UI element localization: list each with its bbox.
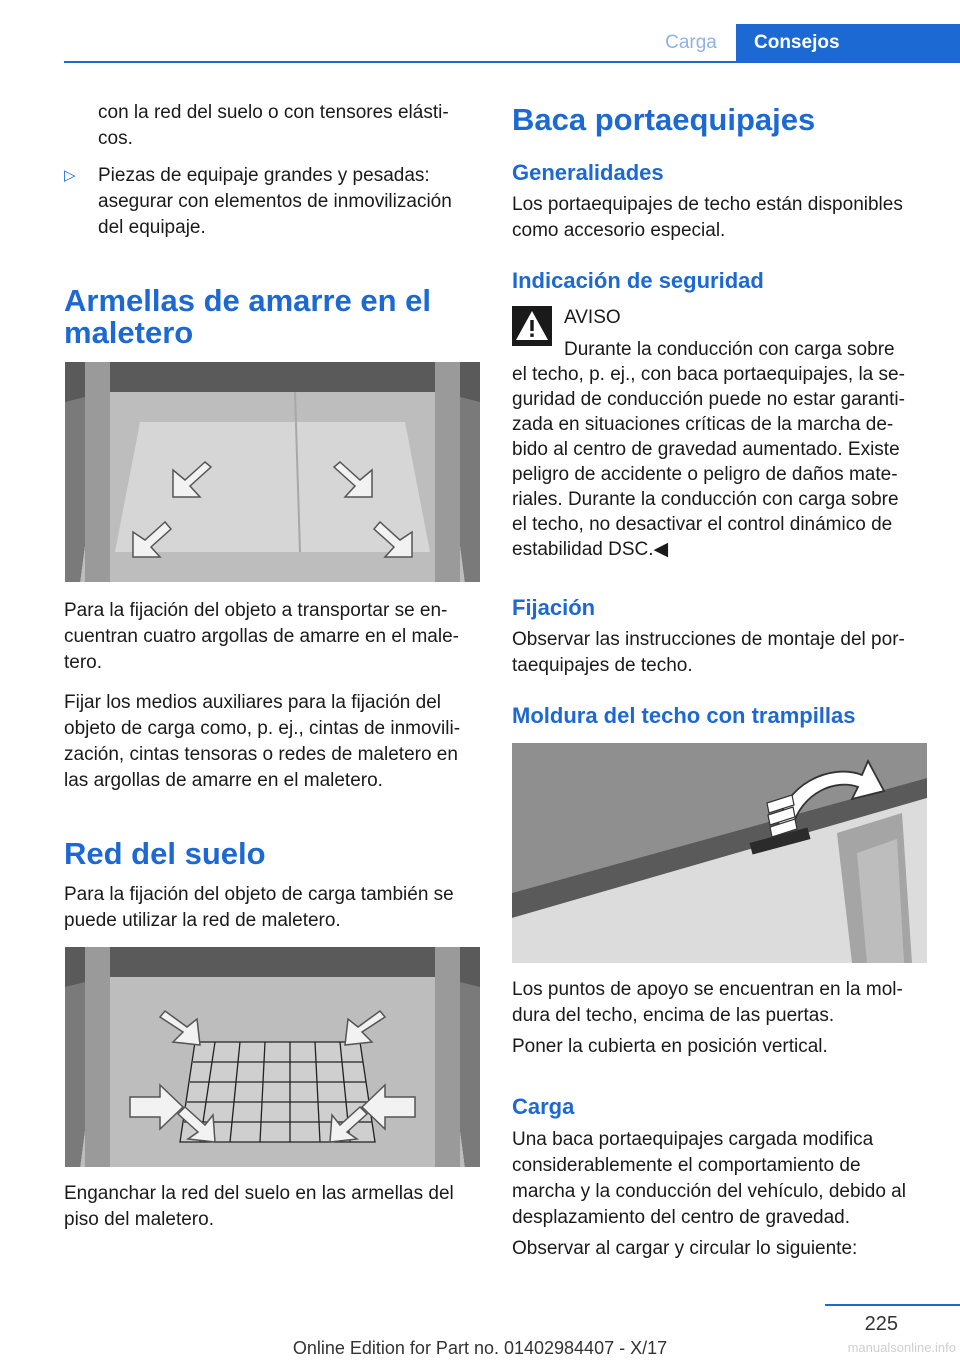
figure-roof-molding bbox=[512, 743, 927, 963]
page-number: 225 bbox=[864, 1313, 898, 1335]
bullet-line-3: del equipaje. bbox=[98, 217, 206, 238]
footer-rule bbox=[825, 1304, 960, 1306]
bullet-line-1: Piezas de equipaje grandes y pesadas: bbox=[98, 165, 430, 186]
edition-note: Online Edition for Part no. 01402984407 - X/17 bbox=[292, 1338, 668, 1358]
carga-p1-line-1: Una baca portaequipajes cargada modifica bbox=[512, 1129, 874, 1150]
triangle-right-icon: ▷ bbox=[64, 167, 76, 184]
figure-trunk-tie-downs bbox=[65, 362, 480, 582]
carga-p1-line-4: desplazamiento del centro de gravedad. bbox=[512, 1207, 851, 1228]
heading-baca: Baca portaequipajes bbox=[512, 102, 816, 137]
carga-p2: Observar al cargar y circular lo siguiente: bbox=[512, 1238, 858, 1259]
moldura-p2: Poner la cubierta en posición vertical. bbox=[512, 1036, 828, 1057]
header-section-label: Carga bbox=[665, 32, 717, 53]
heading-armellas-line-2: maletero bbox=[64, 315, 194, 350]
armellas-p2-line-2: objeto de carga como, p. ej., cintas de inmovili‐ bbox=[64, 718, 461, 739]
header-rule bbox=[64, 61, 960, 63]
generalidades-line-2: como accesorio especial. bbox=[512, 220, 726, 241]
heading-fijacion: Fijación bbox=[512, 595, 596, 620]
heading-seguridad: Indicación de seguridad bbox=[512, 268, 764, 293]
red-p2-line-1: Enganchar la red del suelo en las armellas del bbox=[64, 1183, 454, 1204]
warning-line-4: zada en situaciones críticas de la marcha de‐ bbox=[512, 414, 894, 435]
armellas-p2-line-4: las argollas de amarre en el maletero. bbox=[64, 770, 383, 791]
moldura-p1-line-2: dura del techo, encima de las puertas. bbox=[512, 1005, 835, 1026]
armellas-p2-line-1: Fijar los medios auxiliares para la fijación del bbox=[64, 692, 442, 713]
figure-trunk-floor-net bbox=[65, 947, 480, 1167]
heading-red-del-suelo: Red del suelo bbox=[64, 836, 266, 871]
intro-line-1: con la red del suelo o con tensores elásti‐ bbox=[98, 102, 449, 123]
intro-line-2: cos. bbox=[98, 128, 133, 149]
armellas-p2-line-3: zación, cintas tensoras o redes de maletero en bbox=[64, 744, 458, 765]
generalidades-line-1: Los portaequipajes de techo están disponibles bbox=[512, 194, 903, 215]
warning-triangle-icon bbox=[512, 306, 552, 346]
red-p2-line-2: piso del maletero. bbox=[64, 1209, 214, 1230]
armellas-p1-line-3: tero. bbox=[64, 652, 103, 673]
watermark: manualsonline.info bbox=[847, 1340, 956, 1355]
warning-line-2: el techo, p. ej., con baca portaequipajes, la se‐ bbox=[512, 364, 905, 385]
warning-title: AVISO bbox=[564, 307, 621, 328]
warning-line-7: riales. Durante la conducción con carga sobre bbox=[512, 489, 899, 510]
header-active-tab: Consejos bbox=[736, 24, 960, 62]
warning-line-9: estabilidad DSC.◀ bbox=[512, 539, 669, 560]
red-p1-line-1: Para la fijación del objeto de carga también se bbox=[64, 884, 454, 905]
red-p1-line-2: puede utilizar la red de maletero. bbox=[64, 910, 341, 931]
warning-line-6: peligro de accidente o peligro de daños mate‐ bbox=[512, 464, 898, 485]
armellas-p1-line-1: Para la fijación del objeto a transportar se en‐ bbox=[64, 600, 448, 621]
warning-line-8: el techo, no desactivar el control dinámico de bbox=[512, 514, 893, 535]
heading-carga: Carga bbox=[512, 1094, 575, 1119]
fijacion-line-1: Observar las instrucciones de montaje del por‐ bbox=[512, 629, 905, 650]
bullet-line-2: asegurar con elementos de inmovilización bbox=[98, 191, 452, 212]
heading-moldura: Moldura del techo con trampillas bbox=[512, 703, 856, 728]
warning-line-1: Durante la conducción con carga sobre bbox=[564, 339, 895, 360]
moldura-p1-line-1: Los puntos de apoyo se encuentran en la mol‐ bbox=[512, 979, 903, 1000]
armellas-p1-line-2: cuentran cuatro argollas de amarre en el male‐ bbox=[64, 626, 459, 647]
heading-generalidades: Generalidades bbox=[512, 160, 664, 185]
fijacion-line-2: taequipajes de techo. bbox=[512, 655, 693, 676]
carga-p1-line-3: marcha y la conducción del vehículo, debido al bbox=[512, 1181, 906, 1202]
carga-p1-line-2: considerablemente el comportamiento de bbox=[512, 1155, 861, 1176]
warning-line-3: guridad de conducción puede no estar garanti‐ bbox=[512, 389, 905, 410]
heading-armellas-line-1: Armellas de amarre en el bbox=[64, 283, 432, 318]
warning-line-5: bido al centro de gravedad aumentado. Existe bbox=[512, 439, 900, 460]
